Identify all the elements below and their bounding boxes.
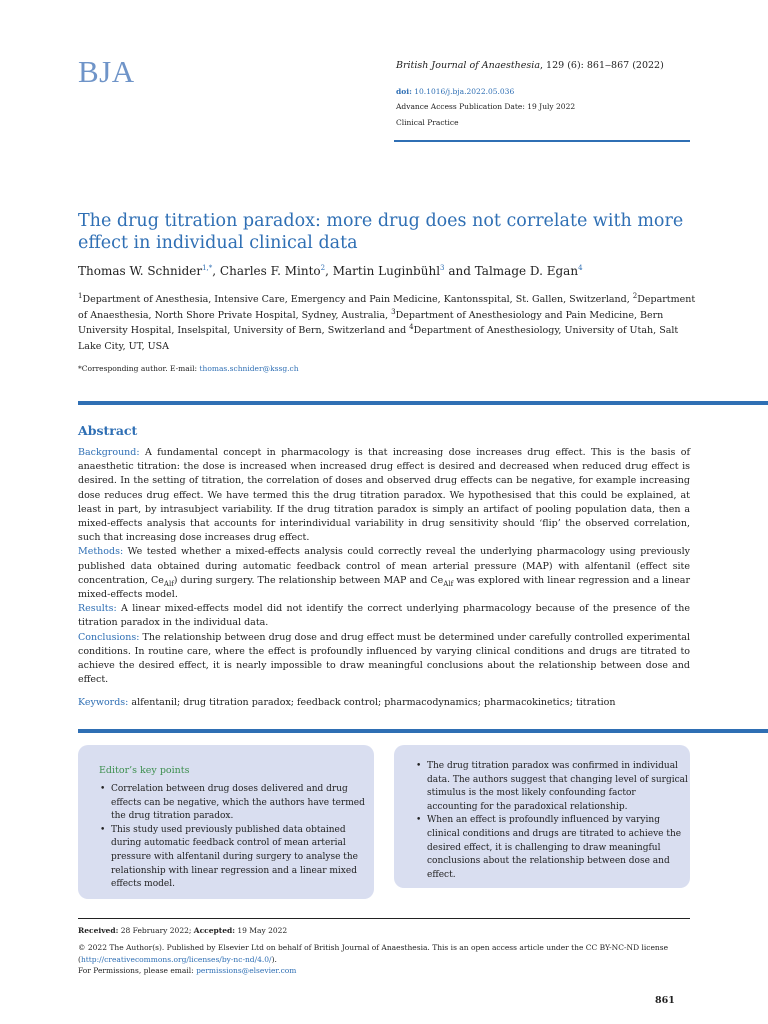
author-affiliation-ref[interactable]: 4 — [578, 264, 583, 272]
license-end: ). — [271, 955, 277, 964]
affiliation-number: 2 — [632, 291, 638, 300]
keywords-label: Keywords: — [78, 697, 129, 708]
affiliation-number: 3 — [391, 307, 396, 316]
section-divider-top — [78, 401, 768, 405]
doi-line — [396, 87, 514, 96]
received-label: Received: — [78, 926, 119, 935]
corresponding-author — [78, 364, 299, 373]
methods-subscript: Alf — [443, 579, 454, 588]
license-text: © 2022 The Author(s). Published by Elsevier Ltd on behalf of British Journal of Anaesthesia. This is an open access article under the CC BY-NC-ND license ( — [78, 943, 669, 964]
author-name: Martin Luginbühl — [332, 264, 441, 278]
methods-text: was explored with linear regression and a linear mixed-effects model. — [78, 574, 691, 601]
affiliation-text: Department of Anaesthesia, North Shore Private Hospital, Sydney, Australia, — [78, 294, 696, 321]
affiliation-text: Department of Anesthesia, Intensive Care, Emergency and Pain Medicine, Kantonsspital, St. Gallen, Switzerland, — [82, 294, 633, 305]
author-affiliation-ref[interactable]: 1,* — [202, 264, 213, 272]
header-divider — [394, 140, 690, 142]
key-points-list-left — [99, 783, 373, 892]
author-separator: and — [444, 264, 475, 278]
methods-text: We tested whether a mixed-effects analysis could correctly reveal the underlying pharmacology using previously published data obtained during automatic feedback control of mean arterial pressure (MAP) with alfentanil (effect site concentration, Ce — [78, 546, 690, 586]
corresponding-email-link[interactable]: thomas.schnider@kssg.ch — [199, 364, 299, 373]
affiliation-number: 1 — [78, 291, 83, 300]
article-title: The drug titration paradox: more drug does not correlate with more effect in individual clinical data — [78, 211, 684, 253]
results-text: A linear mixed-effects model did not identify the correct underlying pharmacology because of the presence of the titration paradox in the individual data. — [78, 603, 690, 629]
affiliations — [78, 292, 698, 354]
background-text: A fundamental concept in pharmacology is that increasing dose increases drug effect. This is the basis of anaesthetic titration: the dose is increased when increased drug effect is desired and decreased when reduced drug effect is desired. In the setting of titration, the correlation of doses and observed drug effects can be negative, for example increasing dose reduces drug effect. We have termed this the drug titration paradox. We hypothesised that this could be explained, at least in part, by intrasubject variability. If the drug titration paradox is simply an artifact of pooling population data, then a mixed-effects analysis that accounts for interindividual variability in drug sensitivity should ‘flip’ the observed correlation, such that increasing dose increases drug effect. — [78, 447, 690, 544]
journal-details: , 129 (6): 861‒867 (2022) — [540, 60, 664, 71]
abstract-body — [78, 446, 690, 687]
section-divider-bottom — [78, 729, 768, 733]
conclusions-text: The relationship between drug dose and drug effect must be determined under carefully controlled experimental conditions. In routine care, where the effect is profoundly influenced by varying clinical conditions and drugs are titrated to achieve the desired effect, it is nearly impossible to draw meaningful conclusions about the relationship between dose and effect. — [78, 631, 690, 686]
affiliation-text: Department of Anesthesiology, University of Utah, Salt Lake City, UT, USA — [78, 325, 679, 352]
advance-access-date: Advance Access Publication Date: 19 July 2022 — [396, 102, 576, 111]
conclusions-label: Conclusions: — [78, 631, 140, 643]
methods-label: Methods: — [78, 546, 124, 558]
journal-citation — [396, 60, 664, 71]
background-label: Background: — [78, 447, 140, 458]
journal-logo: BJA — [78, 54, 135, 89]
affiliation-text: Department of Anesthesiology and Pain Medicine, Bern University Hospital, Inselspital, University of Bern, Switzerland and — [78, 309, 664, 336]
article-section: Clinical Practice — [396, 118, 459, 127]
permissions-line — [78, 966, 296, 975]
author-separator: , — [325, 264, 333, 278]
permissions-label: For Permissions, please email: — [78, 966, 197, 975]
key-point-item: • The drug titration paradox was confirmed in individual data. The authors suggest that changing level of surgical stimulus is the most likely confounding factor accounting for the paradoxical relationship. — [427, 760, 689, 814]
results-label: Results: — [78, 603, 117, 615]
accepted-date: 19 May 2022 — [235, 926, 288, 935]
corresponding-label: *Corresponding author. E-mail: — [78, 364, 200, 373]
footer-divider — [78, 918, 690, 919]
methods-text: ) during surgery. The relationship between MAP and Ce — [173, 574, 444, 586]
keywords-text: alfentanil; drug titration paradox; feedback control; pharmacodynamics; pharmacokinetics; titration — [128, 697, 616, 708]
author-affiliation-ref[interactable]: 2 — [320, 264, 326, 272]
affiliation-number: 4 — [409, 322, 414, 331]
author-name: Thomas W. Schnider — [78, 264, 203, 278]
received-date: 28 February 2022; — [118, 926, 194, 935]
doi-link[interactable]: 10.1016/j.bja.2022.05.036 — [414, 87, 515, 96]
page-number: 861 — [655, 995, 675, 1006]
key-point-item: • This study used previously published data obtained during automatic feedback control of mean arterial pressure with alfentanil during surgery to analyse the relationship with linear regression and a linear mixed effects model. — [111, 824, 373, 892]
key-points-list-right — [415, 760, 689, 882]
methods-subscript: Alf — [163, 579, 174, 588]
doi-label: doi: — [396, 87, 412, 96]
author-separator: , — [212, 264, 220, 278]
key-point-item: • When an effect is profoundly influenced by varying clinical conditions and drugs are titrated to achieve the desired effect, it is challenging to draw meaningful conclusions about the relationship between dose and effect. — [427, 814, 689, 882]
key-point-item: • Correlation between drug doses delivered and drug effects can be negative, which the authors have termed the drug titration paradox. — [111, 783, 373, 824]
keywords — [78, 697, 690, 708]
permissions-email-link[interactable]: permissions@elsevier.com — [196, 966, 297, 975]
author-name: Talmage D. Egan — [474, 264, 579, 278]
license-statement — [78, 942, 698, 966]
license-link[interactable]: http://creativecommons.org/licenses/by-nc-nd/4.0/ — [80, 955, 272, 964]
key-points-heading: Editor’s key points — [99, 765, 190, 776]
abstract-heading: Abstract — [78, 423, 138, 438]
author-name: Charles F. Minto — [219, 264, 321, 278]
journal-name: British Journal of Anaesthesia — [396, 60, 540, 71]
accepted-label: Accepted: — [193, 926, 235, 935]
received-accepted-dates — [78, 926, 287, 935]
author-list — [78, 264, 583, 278]
author-affiliation-ref[interactable]: 3 — [440, 264, 445, 272]
